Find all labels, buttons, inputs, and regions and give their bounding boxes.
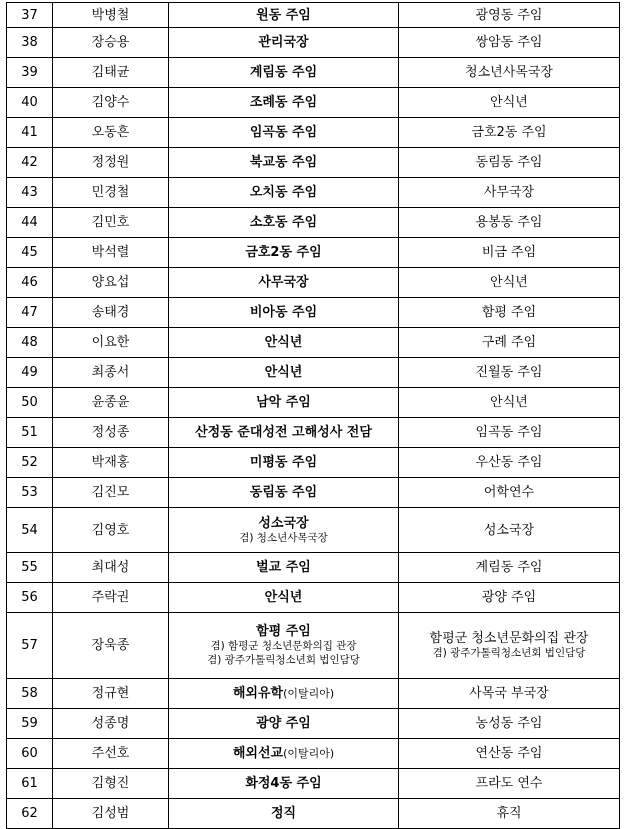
row-number [7, 148, 53, 178]
previous-assignment-text: 농성동 주임 [475, 716, 543, 731]
priest-name-text: 박재홍 [91, 455, 130, 470]
new-assignment-text: 오치동 주임 [249, 185, 318, 200]
row-number-text: 39 [21, 65, 38, 80]
table-row [7, 388, 620, 418]
previous-assignment [399, 118, 620, 148]
previous-assignment-text: 금호2동 주임 [471, 125, 547, 140]
previous-assignment-text: 광양 주임 [481, 590, 537, 605]
row-number [7, 118, 53, 148]
priest-name [53, 478, 169, 508]
priest-name-text: 김태균 [91, 65, 130, 80]
previous-assignment-text: 함평군 청소년문화의집 관장 [429, 631, 589, 646]
table-row [7, 148, 620, 178]
new-assignment-text: 벌교 주임 [256, 560, 311, 575]
new-assignment-text: 계림동 주임 [249, 65, 318, 80]
priest-name-text: 양요섭 [91, 275, 130, 290]
new-assignment-text: 동림동 주임 [249, 485, 318, 500]
priest-name [53, 508, 169, 553]
previous-assignment-text: 동림동 주임 [475, 155, 543, 170]
table-row [7, 553, 620, 583]
row-number [7, 709, 53, 739]
new-assignment-text: 성소국장 [258, 515, 309, 531]
row-number [7, 28, 53, 58]
table-row [7, 3, 620, 28]
previous-assignment [399, 679, 620, 709]
table-row [7, 739, 620, 769]
previous-assignment [399, 553, 620, 583]
previous-assignment [399, 709, 620, 739]
new-assignment [169, 358, 399, 388]
priest-name-text: 박병철 [91, 7, 130, 23]
new-assignment-text: 조례동 주임 [249, 95, 318, 110]
row-number-text: 50 [21, 395, 38, 410]
previous-assignment [399, 3, 620, 28]
previous-assignment-text: 휴직 [496, 806, 522, 821]
row-number [7, 328, 53, 358]
new-assignment-text: 미평동 주임 [249, 455, 318, 470]
row-number [7, 208, 53, 238]
priest-name-text: 민경철 [91, 185, 130, 200]
table-row [7, 709, 620, 739]
priest-name [53, 328, 169, 358]
previous-assignment-text: 프라도 연수 [475, 776, 543, 791]
row-number-text: 38 [21, 35, 38, 50]
new-assignment-text: 안식년 [264, 365, 303, 380]
priest-name-text: 김성범 [91, 806, 130, 821]
table-row [7, 478, 620, 508]
new-assignment [169, 769, 399, 799]
priest-name [53, 613, 169, 679]
new-assignment [169, 553, 399, 583]
priest-name-text: 오동흔 [91, 125, 130, 140]
new-assignment [169, 508, 399, 553]
priest-name-text: 장욱종 [91, 638, 130, 653]
priest-name [53, 178, 169, 208]
priest-name [53, 709, 169, 739]
previous-assignment-text: 안식년 [490, 95, 528, 110]
priest-name-text: 장승용 [91, 35, 130, 50]
previous-assignment [399, 178, 620, 208]
table-row [7, 508, 620, 553]
previous-assignment [399, 448, 620, 478]
priest-name-text: 주락권 [91, 590, 130, 605]
previous-assignment-text: 계림동 주임 [475, 560, 543, 575]
row-number-text: 56 [21, 590, 38, 605]
new-assignment-text: 정직 [270, 806, 297, 821]
new-assignment [169, 178, 399, 208]
previous-assignment [399, 799, 620, 829]
new-assignment-text: 북교동 주임 [249, 155, 318, 170]
priest-name-text: 송태경 [91, 305, 130, 320]
personnel-table-body [7, 3, 620, 829]
row-number-text: 58 [21, 686, 38, 701]
new-assignment [169, 268, 399, 298]
new-assignment-text: 소호동 주임 [249, 215, 318, 230]
row-number-text: 62 [21, 806, 38, 821]
priest-name [53, 28, 169, 58]
new-assignment-text: 임곡동 주임 [249, 125, 318, 140]
new-assignment [169, 58, 399, 88]
previous-assignment-text: 비금 주임 [481, 245, 537, 260]
priest-name [53, 418, 169, 448]
priest-name [53, 148, 169, 178]
previous-assignment-text: 청소년사목국장 [465, 65, 553, 80]
row-number-text: 61 [21, 776, 38, 791]
previous-assignment [399, 508, 620, 553]
new-assignment [169, 679, 399, 709]
previous-assignment [399, 298, 620, 328]
priest-name-text: 윤종윤 [91, 395, 130, 410]
priest-name-text: 김양수 [91, 95, 130, 110]
priest-name-text: 김영호 [91, 522, 130, 538]
new-assignment-suffix: (이탈리아) [283, 747, 335, 760]
new-assignment-text: 안식년 [264, 335, 303, 350]
previous-assignment [399, 478, 620, 508]
priest-name [53, 268, 169, 298]
table-row [7, 448, 620, 478]
new-assignment-text: 사무국장 [258, 275, 309, 290]
row-number-text: 53 [21, 485, 38, 500]
previous-assignment-note: 겸) 광주가톨릭청소년회 법인담당 [432, 647, 586, 659]
new-assignment [169, 118, 399, 148]
priest-name [53, 298, 169, 328]
new-assignment [169, 328, 399, 358]
priest-name [53, 58, 169, 88]
table-row [7, 118, 620, 148]
personnel-table [6, 2, 620, 829]
priest-name [53, 739, 169, 769]
new-assignment [169, 208, 399, 238]
new-assignment [169, 739, 399, 769]
new-assignment-note: 겸) 광주가톨릭청소년회 법인담당 [207, 654, 360, 666]
previous-assignment-text: 구례 주임 [481, 335, 537, 350]
priest-name-text: 박석렬 [91, 245, 130, 260]
previous-assignment [399, 388, 620, 418]
new-assignment-text: 산정동 준대성전 고해성사 전담 [195, 425, 372, 440]
row-number [7, 3, 53, 28]
table-row [7, 208, 620, 238]
row-number-text: 43 [21, 185, 38, 200]
row-number [7, 238, 53, 268]
new-assignment-note: 겸) 함평군 청소년문화의집 관장 [210, 640, 357, 652]
previous-assignment-text: 성소국장 [483, 522, 535, 538]
priest-name [53, 679, 169, 709]
new-assignment [169, 583, 399, 613]
new-assignment-text: 화정4동 주임 [245, 776, 322, 791]
previous-assignment-text: 사무국장 [483, 185, 535, 200]
new-assignment-text: 금호2동 주임 [245, 245, 322, 260]
new-assignment-text: 관리국장 [258, 35, 309, 50]
priest-name [53, 583, 169, 613]
previous-assignment [399, 28, 620, 58]
previous-assignment-text: 안식년 [490, 275, 528, 290]
previous-assignment [399, 769, 620, 799]
row-number [7, 679, 53, 709]
new-assignment [169, 418, 399, 448]
table-row [7, 358, 620, 388]
priest-name-text: 정정원 [91, 155, 130, 170]
priest-name-text: 성종명 [91, 716, 130, 731]
priest-name-text: 최대성 [91, 560, 130, 575]
new-assignment [169, 388, 399, 418]
previous-assignment-text: 어학연수 [483, 485, 535, 500]
new-assignment [169, 148, 399, 178]
row-number-text: 47 [21, 305, 38, 320]
previous-assignment-text: 안식년 [490, 395, 528, 410]
priest-name-text: 정규현 [91, 686, 130, 701]
row-number [7, 613, 53, 679]
previous-assignment [399, 88, 620, 118]
priest-name [53, 448, 169, 478]
new-assignment-note: 겸) 청소년사목국장 [239, 531, 328, 544]
table-row [7, 769, 620, 799]
priest-name-text: 최종서 [91, 365, 130, 380]
row-number-text: 52 [21, 455, 38, 470]
previous-assignment-text: 진월동 주임 [475, 365, 543, 380]
priest-name-text: 주선호 [91, 746, 130, 761]
row-number [7, 418, 53, 448]
table-row [7, 613, 620, 679]
previous-assignment [399, 208, 620, 238]
new-assignment [169, 28, 399, 58]
new-assignment [169, 88, 399, 118]
row-number-text: 49 [21, 365, 38, 380]
previous-assignment-text: 임곡동 주임 [475, 425, 543, 440]
row-number-text: 46 [21, 275, 38, 290]
row-number-text: 37 [21, 7, 38, 23]
row-number [7, 739, 53, 769]
table-row [7, 328, 620, 358]
table-row [7, 679, 620, 709]
priest-name [53, 238, 169, 268]
new-assignment-text: 남악 주임 [256, 395, 311, 410]
new-assignment [169, 448, 399, 478]
new-assignment [169, 709, 399, 739]
table-row [7, 178, 620, 208]
row-number-text: 42 [21, 155, 38, 170]
previous-assignment-text: 연산동 주임 [475, 746, 543, 761]
new-assignment-text: 해외유학 [232, 686, 284, 701]
row-number [7, 178, 53, 208]
previous-assignment-text: 우산동 주임 [475, 455, 543, 470]
row-number-text: 57 [21, 638, 38, 653]
row-number [7, 448, 53, 478]
row-number [7, 553, 53, 583]
new-assignment-suffix: (이탈리아) [283, 687, 335, 700]
row-number-text: 48 [21, 335, 38, 350]
new-assignment [169, 613, 399, 679]
new-assignment-text: 해외선교 [232, 746, 284, 761]
table-row [7, 268, 620, 298]
new-assignment-text: 안식년 [264, 590, 303, 605]
new-assignment [169, 478, 399, 508]
previous-assignment-text: 사목국 부국장 [469, 686, 549, 701]
priest-name [53, 553, 169, 583]
row-number [7, 358, 53, 388]
previous-assignment [399, 418, 620, 448]
new-assignment [169, 238, 399, 268]
priest-name [53, 769, 169, 799]
previous-assignment-text: 용봉동 주임 [475, 215, 543, 230]
priest-name [53, 388, 169, 418]
new-assignment-text: 원동 주임 [256, 7, 311, 23]
previous-assignment-text: 함평 주임 [481, 305, 537, 320]
previous-assignment [399, 328, 620, 358]
table-row [7, 88, 620, 118]
row-number [7, 298, 53, 328]
previous-assignment [399, 358, 620, 388]
table-row [7, 799, 620, 829]
row-number [7, 388, 53, 418]
row-number-text: 54 [21, 522, 38, 538]
priest-name [53, 799, 169, 829]
previous-assignment [399, 613, 620, 679]
row-number [7, 478, 53, 508]
row-number [7, 268, 53, 298]
row-number [7, 583, 53, 613]
priest-name-text: 김형진 [91, 776, 130, 791]
table-row [7, 583, 620, 613]
table-row [7, 298, 620, 328]
row-number [7, 508, 53, 553]
row-number-text: 40 [21, 95, 38, 110]
previous-assignment [399, 148, 620, 178]
priest-name-text: 김진모 [91, 485, 130, 500]
row-number [7, 769, 53, 799]
priest-name [53, 118, 169, 148]
previous-assignment [399, 583, 620, 613]
new-assignment [169, 298, 399, 328]
priest-name [53, 3, 169, 28]
row-number-text: 44 [21, 215, 38, 230]
table-row [7, 238, 620, 268]
previous-assignment [399, 268, 620, 298]
previous-assignment [399, 739, 620, 769]
new-assignment-text: 함평 주임 [256, 624, 311, 639]
table-row [7, 418, 620, 448]
new-assignment [169, 799, 399, 829]
row-number [7, 799, 53, 829]
priest-name-text: 김민호 [91, 215, 130, 230]
table-row [7, 28, 620, 58]
row-number [7, 88, 53, 118]
new-assignment [169, 3, 399, 28]
priest-name [53, 358, 169, 388]
table-row [7, 58, 620, 88]
priest-name-text: 정성종 [91, 425, 130, 440]
row-number-text: 60 [21, 746, 38, 761]
row-number-text: 51 [21, 425, 38, 440]
previous-assignment-text: 광영동 주임 [475, 7, 543, 23]
previous-assignment-text: 쌍암동 주임 [475, 35, 543, 50]
priest-name [53, 88, 169, 118]
priest-name [53, 208, 169, 238]
row-number-text: 41 [21, 125, 38, 140]
new-assignment-text: 비아동 주임 [249, 305, 318, 320]
row-number-text: 45 [21, 245, 38, 260]
previous-assignment [399, 238, 620, 268]
row-number-text: 55 [21, 560, 38, 575]
previous-assignment [399, 58, 620, 88]
new-assignment-text: 광양 주임 [256, 716, 311, 731]
priest-name-text: 이요한 [91, 335, 130, 350]
row-number [7, 58, 53, 88]
row-number-text: 59 [21, 716, 38, 731]
